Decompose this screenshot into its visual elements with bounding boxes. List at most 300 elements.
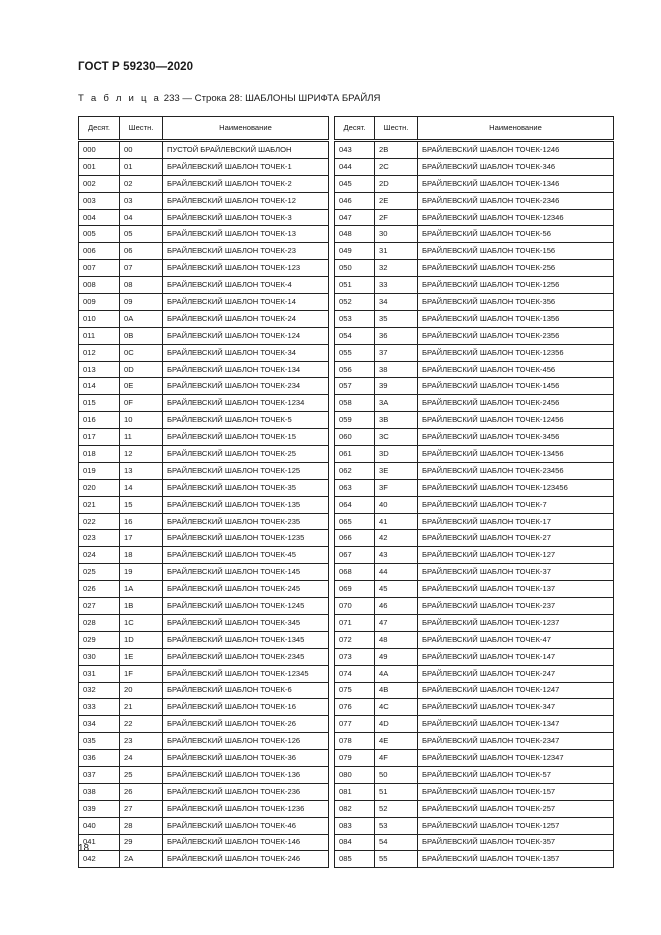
pattern-name-cell: БРАЙЛЕВСКИЙ ШАБЛОН ТОЧЕК-124 <box>163 327 329 344</box>
table-row <box>79 817 614 834</box>
pattern-name-cell: БРАЙЛЕВСКИЙ ШАБЛОН ТОЧЕК-13456 <box>418 446 614 463</box>
pattern-name-cell: БРАЙЛЕВСКИЙ ШАБЛОН ТОЧЕК-2 <box>163 175 329 192</box>
decimal-code-cell: 035 <box>79 733 120 750</box>
decimal-code-cell: 085 <box>335 851 375 868</box>
table-row <box>79 294 614 311</box>
pattern-name-cell: БРАЙЛЕВСКИЙ ШАБЛОН ТОЧЕК-36 <box>163 750 329 767</box>
hex-code-cell: 2B <box>375 141 418 159</box>
table-row <box>79 344 614 361</box>
table-row <box>79 750 614 767</box>
decimal-code-cell: 076 <box>335 699 375 716</box>
hex-code-cell: 24 <box>120 750 163 767</box>
pattern-name-cell: БРАЙЛЕВСКИЙ ШАБЛОН ТОЧЕК-47 <box>418 631 614 648</box>
table-row <box>79 395 614 412</box>
hex-code-cell: 12 <box>120 446 163 463</box>
hex-code-cell: 4E <box>375 733 418 750</box>
pattern-name-cell: БРАЙЛЕВСКИЙ ШАБЛОН ТОЧЕК-136 <box>163 766 329 783</box>
pattern-name-cell: БРАЙЛЕВСКИЙ ШАБЛОН ТОЧЕК-257 <box>418 800 614 817</box>
decimal-code-cell: 018 <box>79 446 120 463</box>
decimal-code-cell: 004 <box>79 209 120 226</box>
table-row <box>79 277 614 294</box>
decimal-code-cell: 039 <box>79 800 120 817</box>
pattern-name-cell: БРАЙЛЕВСКИЙ ШАБЛОН ТОЧЕК-1347 <box>418 716 614 733</box>
pattern-name-cell: БРАЙЛЕВСКИЙ ШАБЛОН ТОЧЕК-1235 <box>163 530 329 547</box>
pattern-name-cell: БРАЙЛЕВСКИЙ ШАБЛОН ТОЧЕК-23 <box>163 243 329 260</box>
hex-code-cell: 3D <box>375 446 418 463</box>
hex-code-cell: 10 <box>120 412 163 429</box>
table-row <box>79 260 614 277</box>
table-row <box>79 412 614 429</box>
pattern-name-cell: БРАЙЛЕВСКИЙ ШАБЛОН ТОЧЕК-2347 <box>418 733 614 750</box>
hex-code-cell: 0C <box>120 344 163 361</box>
table-row <box>79 598 614 615</box>
table-row <box>79 310 614 327</box>
hex-code-cell: 31 <box>375 243 418 260</box>
decimal-code-cell: 023 <box>79 530 120 547</box>
hex-code-cell: 30 <box>375 226 418 243</box>
hex-code-cell: 4D <box>375 716 418 733</box>
hex-code-cell: 2A <box>120 851 163 868</box>
hex-code-cell: 38 <box>375 361 418 378</box>
decimal-code-cell: 016 <box>79 412 120 429</box>
decimal-code-cell: 006 <box>79 243 120 260</box>
table-row <box>79 141 614 159</box>
decimal-code-cell: 050 <box>335 260 375 277</box>
hex-code-cell: 40 <box>375 496 418 513</box>
pattern-name-cell: БРАЙЛЕВСКИЙ ШАБЛОН ТОЧЕК-1236 <box>163 800 329 817</box>
hex-code-cell: 28 <box>120 817 163 834</box>
pattern-name-cell: БРАЙЛЕВСКИЙ ШАБЛОН ТОЧЕК-14 <box>163 294 329 311</box>
pattern-name-cell: БРАЙЛЕВСКИЙ ШАБЛОН ТОЧЕК-146 <box>163 834 329 851</box>
pattern-name-cell: БРАЙЛЕВСКИЙ ШАБЛОН ТОЧЕК-134 <box>163 361 329 378</box>
hex-code-cell: 21 <box>120 699 163 716</box>
pattern-name-cell: БРАЙЛЕВСКИЙ ШАБЛОН ТОЧЕК-1257 <box>418 817 614 834</box>
pattern-name-cell: БРАЙЛЕВСКИЙ ШАБЛОН ТОЧЕК-1245 <box>163 598 329 615</box>
pattern-name-cell: ПУСТОЙ БРАЙЛЕВСКИЙ ШАБЛОН <box>163 141 329 159</box>
table-row <box>79 429 614 446</box>
table-row <box>79 496 614 513</box>
table-row <box>79 479 614 496</box>
decimal-code-cell: 021 <box>79 496 120 513</box>
hex-code-cell: 03 <box>120 192 163 209</box>
pattern-name-cell: БРАЙЛЕВСКИЙ ШАБЛОН ТОЧЕК-157 <box>418 783 614 800</box>
decimal-code-cell: 066 <box>335 530 375 547</box>
pattern-name-cell: БРАЙЛЕВСКИЙ ШАБЛОН ТОЧЕК-147 <box>418 648 614 665</box>
hex-code-cell: 05 <box>120 226 163 243</box>
decimal-code-cell: 038 <box>79 783 120 800</box>
pattern-name-cell: БРАЙЛЕВСКИЙ ШАБЛОН ТОЧЕК-12456 <box>418 412 614 429</box>
decimal-code-cell: 079 <box>335 750 375 767</box>
pattern-name-cell: БРАЙЛЕВСКИЙ ШАБЛОН ТОЧЕК-1237 <box>418 614 614 631</box>
decimal-code-cell: 059 <box>335 412 375 429</box>
hex-code-cell: 3A <box>375 395 418 412</box>
pattern-name-cell: БРАЙЛЕВСКИЙ ШАБЛОН ТОЧЕК-237 <box>418 598 614 615</box>
hex-code-cell: 1E <box>120 648 163 665</box>
decimal-code-cell: 003 <box>79 192 120 209</box>
decimal-code-cell: 052 <box>335 294 375 311</box>
decimal-code-cell: 019 <box>79 462 120 479</box>
pattern-name-cell: БРАЙЛЕВСКИЙ ШАБЛОН ТОЧЕК-1345 <box>163 631 329 648</box>
pattern-name-cell: БРАЙЛЕВСКИЙ ШАБЛОН ТОЧЕК-245 <box>163 581 329 598</box>
column-header-hex-right: Шестн. <box>375 117 418 141</box>
hex-code-cell: 2C <box>375 158 418 175</box>
hex-code-cell: 52 <box>375 800 418 817</box>
table-row <box>79 766 614 783</box>
decimal-code-cell: 070 <box>335 598 375 615</box>
hex-code-cell: 00 <box>120 141 163 159</box>
table-row <box>79 834 614 851</box>
decimal-code-cell: 078 <box>335 733 375 750</box>
decimal-code-cell: 055 <box>335 344 375 361</box>
hex-code-cell: 16 <box>120 513 163 530</box>
pattern-name-cell: БРАЙЛЕВСКИЙ ШАБЛОН ТОЧЕК-1256 <box>418 277 614 294</box>
hex-code-cell: 17 <box>120 530 163 547</box>
pattern-name-cell: БРАЙЛЕВСКИЙ ШАБЛОН ТОЧЕК-34 <box>163 344 329 361</box>
hex-code-cell: 01 <box>120 158 163 175</box>
hex-code-cell: 0D <box>120 361 163 378</box>
table-row <box>79 733 614 750</box>
table-row <box>79 631 614 648</box>
hex-code-cell: 55 <box>375 851 418 868</box>
pattern-name-cell: БРАЙЛЕВСКИЙ ШАБЛОН ТОЧЕК-346 <box>418 158 614 175</box>
hex-code-cell: 14 <box>120 479 163 496</box>
decimal-code-cell: 036 <box>79 750 120 767</box>
hex-code-cell: 20 <box>120 682 163 699</box>
hex-code-cell: 3C <box>375 429 418 446</box>
hex-code-cell: 15 <box>120 496 163 513</box>
table-row <box>79 209 614 226</box>
decimal-code-cell: 061 <box>335 446 375 463</box>
decimal-code-cell: 030 <box>79 648 120 665</box>
hex-code-cell: 06 <box>120 243 163 260</box>
hex-code-cell: 43 <box>375 547 418 564</box>
decimal-code-cell: 060 <box>335 429 375 446</box>
pattern-name-cell: БРАЙЛЕВСКИЙ ШАБЛОН ТОЧЕК-2346 <box>418 192 614 209</box>
pattern-name-cell: БРАЙЛЕВСКИЙ ШАБЛОН ТОЧЕК-1 <box>163 158 329 175</box>
table-row <box>79 243 614 260</box>
pattern-name-cell: БРАЙЛЕВСКИЙ ШАБЛОН ТОЧЕК-17 <box>418 513 614 530</box>
pattern-name-cell: БРАЙЛЕВСКИЙ ШАБЛОН ТОЧЕК-1234 <box>163 395 329 412</box>
decimal-code-cell: 075 <box>335 682 375 699</box>
pattern-name-cell: БРАЙЛЕВСКИЙ ШАБЛОН ТОЧЕК-126 <box>163 733 329 750</box>
decimal-code-cell: 058 <box>335 395 375 412</box>
table-header-row <box>79 117 614 141</box>
pattern-name-cell: БРАЙЛЕВСКИЙ ШАБЛОН ТОЧЕК-1246 <box>418 141 614 159</box>
hex-code-cell: 49 <box>375 648 418 665</box>
pattern-name-cell: БРАЙЛЕВСКИЙ ШАБЛОН ТОЧЕК-16 <box>163 699 329 716</box>
hex-code-cell: 27 <box>120 800 163 817</box>
table-row <box>79 513 614 530</box>
decimal-code-cell: 051 <box>335 277 375 294</box>
decimal-code-cell: 046 <box>335 192 375 209</box>
decimal-code-cell: 001 <box>79 158 120 175</box>
decimal-code-cell: 045 <box>335 175 375 192</box>
table-row <box>79 361 614 378</box>
decimal-code-cell: 012 <box>79 344 120 361</box>
decimal-code-cell: 013 <box>79 361 120 378</box>
decimal-code-cell: 062 <box>335 462 375 479</box>
hex-code-cell: 2D <box>375 175 418 192</box>
decimal-code-cell: 067 <box>335 547 375 564</box>
pattern-name-cell: БРАЙЛЕВСКИЙ ШАБЛОН ТОЧЕК-27 <box>418 530 614 547</box>
decimal-code-cell: 041 <box>79 834 120 851</box>
hex-code-cell: 23 <box>120 733 163 750</box>
hex-code-cell: 37 <box>375 344 418 361</box>
decimal-code-cell: 068 <box>335 564 375 581</box>
decimal-code-cell: 064 <box>335 496 375 513</box>
pattern-name-cell: БРАЙЛЕВСКИЙ ШАБЛОН ТОЧЕК-12347 <box>418 750 614 767</box>
pattern-name-cell: БРАЙЛЕВСКИЙ ШАБЛОН ТОЧЕК-3456 <box>418 429 614 446</box>
table-row <box>79 158 614 175</box>
decimal-code-cell: 008 <box>79 277 120 294</box>
decimal-code-cell: 056 <box>335 361 375 378</box>
column-header-dec-right: Десят. <box>335 117 375 141</box>
decimal-code-cell: 028 <box>79 614 120 631</box>
decimal-code-cell: 065 <box>335 513 375 530</box>
table-row <box>79 783 614 800</box>
decimal-code-cell: 026 <box>79 581 120 598</box>
pattern-name-cell: БРАЙЛЕВСКИЙ ШАБЛОН ТОЧЕК-12356 <box>418 344 614 361</box>
decimal-code-cell: 010 <box>79 310 120 327</box>
standard-designation: ГОСТ Р 59230—2020 <box>78 61 194 73</box>
pattern-name-cell: БРАЙЛЕВСКИЙ ШАБЛОН ТОЧЕК-2356 <box>418 327 614 344</box>
hex-code-cell: 0E <box>120 378 163 395</box>
pattern-name-cell: БРАЙЛЕВСКИЙ ШАБЛОН ТОЧЕК-35 <box>163 479 329 496</box>
table-row <box>79 226 614 243</box>
hex-code-cell: 4F <box>375 750 418 767</box>
table-row <box>79 175 614 192</box>
pattern-name-cell: БРАЙЛЕВСКИЙ ШАБЛОН ТОЧЕК-23456 <box>418 462 614 479</box>
hex-code-cell: 3F <box>375 479 418 496</box>
decimal-code-cell: 032 <box>79 682 120 699</box>
decimal-code-cell: 000 <box>79 141 120 159</box>
decimal-code-cell: 080 <box>335 766 375 783</box>
pattern-name-cell: БРАЙЛЕВСКИЙ ШАБЛОН ТОЧЕК-145 <box>163 564 329 581</box>
hex-code-cell: 1C <box>120 614 163 631</box>
decimal-code-cell: 025 <box>79 564 120 581</box>
hex-code-cell: 2F <box>375 209 418 226</box>
pattern-name-cell: БРАЙЛЕВСКИЙ ШАБЛОН ТОЧЕК-1357 <box>418 851 614 868</box>
hex-code-cell: 18 <box>120 547 163 564</box>
pattern-name-cell: БРАЙЛЕВСКИЙ ШАБЛОН ТОЧЕК-46 <box>163 817 329 834</box>
column-header-dec-left: Десят. <box>79 117 120 141</box>
pattern-name-cell: БРАЙЛЕВСКИЙ ШАБЛОН ТОЧЕК-2456 <box>418 395 614 412</box>
table-row <box>79 665 614 682</box>
pattern-name-cell: БРАЙЛЕВСКИЙ ШАБЛОН ТОЧЕК-347 <box>418 699 614 716</box>
pattern-name-cell: БРАЙЛЕВСКИЙ ШАБЛОН ТОЧЕК-246 <box>163 851 329 868</box>
decimal-code-cell: 071 <box>335 614 375 631</box>
decimal-code-cell: 053 <box>335 310 375 327</box>
hex-code-cell: 19 <box>120 564 163 581</box>
hex-code-cell: 53 <box>375 817 418 834</box>
table-row <box>79 547 614 564</box>
pattern-name-cell: БРАЙЛЕВСКИЙ ШАБЛОН ТОЧЕК-256 <box>418 260 614 277</box>
pattern-name-cell: БРАЙЛЕВСКИЙ ШАБЛОН ТОЧЕК-356 <box>418 294 614 311</box>
pattern-name-cell: БРАЙЛЕВСКИЙ ШАБЛОН ТОЧЕК-234 <box>163 378 329 395</box>
decimal-code-cell: 082 <box>335 800 375 817</box>
decimal-code-cell: 011 <box>79 327 120 344</box>
pattern-name-cell: БРАЙЛЕВСКИЙ ШАБЛОН ТОЧЕК-2345 <box>163 648 329 665</box>
decimal-code-cell: 034 <box>79 716 120 733</box>
hex-code-cell: 35 <box>375 310 418 327</box>
hex-code-cell: 08 <box>120 277 163 294</box>
decimal-code-cell: 083 <box>335 817 375 834</box>
decimal-code-cell: 063 <box>335 479 375 496</box>
hex-code-cell: 54 <box>375 834 418 851</box>
hex-code-cell: 02 <box>120 175 163 192</box>
hex-code-cell: 1D <box>120 631 163 648</box>
hex-code-cell: 25 <box>120 766 163 783</box>
pattern-name-cell: БРАЙЛЕВСКИЙ ШАБЛОН ТОЧЕК-127 <box>418 547 614 564</box>
hex-code-cell: 4A <box>375 665 418 682</box>
decimal-code-cell: 040 <box>79 817 120 834</box>
hex-code-cell: 51 <box>375 783 418 800</box>
column-header-name-right: Наименование <box>418 117 614 141</box>
column-header-name-left: Наименование <box>163 117 329 141</box>
decimal-code-cell: 054 <box>335 327 375 344</box>
table-row <box>79 192 614 209</box>
pattern-name-cell: БРАЙЛЕВСКИЙ ШАБЛОН ТОЧЕК-15 <box>163 429 329 446</box>
pattern-name-cell: БРАЙЛЕВСКИЙ ШАБЛОН ТОЧЕК-1356 <box>418 310 614 327</box>
pattern-name-cell: БРАЙЛЕВСКИЙ ШАБЛОН ТОЧЕК-12345 <box>163 665 329 682</box>
decimal-code-cell: 037 <box>79 766 120 783</box>
braille-patterns-table <box>78 116 614 868</box>
pattern-name-cell: БРАЙЛЕВСКИЙ ШАБЛОН ТОЧЕК-3 <box>163 209 329 226</box>
decimal-code-cell: 074 <box>335 665 375 682</box>
hex-code-cell: 04 <box>120 209 163 226</box>
table-row <box>79 699 614 716</box>
table-row <box>79 682 614 699</box>
pattern-name-cell: БРАЙЛЕВСКИЙ ШАБЛОН ТОЧЕК-56 <box>418 226 614 243</box>
hex-code-cell: 1A <box>120 581 163 598</box>
hex-code-cell: 0A <box>120 310 163 327</box>
decimal-code-cell: 031 <box>79 665 120 682</box>
hex-code-cell: 47 <box>375 614 418 631</box>
pattern-name-cell: БРАЙЛЕВСКИЙ ШАБЛОН ТОЧЕК-25 <box>163 446 329 463</box>
column-header-hex-left: Шестн. <box>120 117 163 141</box>
hex-code-cell: 34 <box>375 294 418 311</box>
table-row <box>79 446 614 463</box>
hex-code-cell: 4C <box>375 699 418 716</box>
pattern-name-cell: БРАЙЛЕВСКИЙ ШАБЛОН ТОЧЕК-345 <box>163 614 329 631</box>
decimal-code-cell: 020 <box>79 479 120 496</box>
pattern-name-cell: БРАЙЛЕВСКИЙ ШАБЛОН ТОЧЕК-4 <box>163 277 329 294</box>
decimal-code-cell: 029 <box>79 631 120 648</box>
hex-code-cell: 1F <box>120 665 163 682</box>
pattern-name-cell: БРАЙЛЕВСКИЙ ШАБЛОН ТОЧЕК-26 <box>163 716 329 733</box>
decimal-code-cell: 022 <box>79 513 120 530</box>
table-caption <box>78 93 380 104</box>
pattern-name-cell: БРАЙЛЕВСКИЙ ШАБЛОН ТОЧЕК-456 <box>418 361 614 378</box>
pattern-name-cell: БРАЙЛЕВСКИЙ ШАБЛОН ТОЧЕК-13 <box>163 226 329 243</box>
table-row <box>79 530 614 547</box>
pattern-name-cell: БРАЙЛЕВСКИЙ ШАБЛОН ТОЧЕК-45 <box>163 547 329 564</box>
decimal-code-cell: 033 <box>79 699 120 716</box>
pattern-name-cell: БРАЙЛЕВСКИЙ ШАБЛОН ТОЧЕК-235 <box>163 513 329 530</box>
table-body <box>79 141 614 868</box>
decimal-code-cell: 007 <box>79 260 120 277</box>
pattern-name-cell: БРАЙЛЕВСКИЙ ШАБЛОН ТОЧЕК-156 <box>418 243 614 260</box>
hex-code-cell: 07 <box>120 260 163 277</box>
table-row <box>79 564 614 581</box>
pattern-name-cell: БРАЙЛЕВСКИЙ ШАБЛОН ТОЧЕК-123 <box>163 260 329 277</box>
hex-code-cell: 0B <box>120 327 163 344</box>
hex-code-cell: 4B <box>375 682 418 699</box>
decimal-code-cell: 044 <box>335 158 375 175</box>
pattern-name-cell: БРАЙЛЕВСКИЙ ШАБЛОН ТОЧЕК-125 <box>163 462 329 479</box>
hex-code-cell: 22 <box>120 716 163 733</box>
decimal-code-cell: 024 <box>79 547 120 564</box>
hex-code-cell: 0F <box>120 395 163 412</box>
hex-code-cell: 48 <box>375 631 418 648</box>
hex-code-cell: 09 <box>120 294 163 311</box>
decimal-code-cell: 081 <box>335 783 375 800</box>
hex-code-cell: 41 <box>375 513 418 530</box>
pattern-name-cell: БРАЙЛЕВСКИЙ ШАБЛОН ТОЧЕК-7 <box>418 496 614 513</box>
hex-code-cell: 3B <box>375 412 418 429</box>
table-row <box>79 462 614 479</box>
decimal-code-cell: 015 <box>79 395 120 412</box>
decimal-code-cell: 042 <box>79 851 120 868</box>
decimal-code-cell: 047 <box>335 209 375 226</box>
hex-code-cell: 50 <box>375 766 418 783</box>
table-row <box>79 851 614 868</box>
pattern-name-cell: БРАЙЛЕВСКИЙ ШАБЛОН ТОЧЕК-37 <box>418 564 614 581</box>
hex-code-cell: 3E <box>375 462 418 479</box>
decimal-code-cell: 069 <box>335 581 375 598</box>
table-row <box>79 648 614 665</box>
decimal-code-cell: 009 <box>79 294 120 311</box>
pattern-name-cell: БРАЙЛЕВСКИЙ ШАБЛОН ТОЧЕК-135 <box>163 496 329 513</box>
table-row <box>79 800 614 817</box>
hex-code-cell: 44 <box>375 564 418 581</box>
hex-code-cell: 32 <box>375 260 418 277</box>
hex-code-cell: 45 <box>375 581 418 598</box>
decimal-code-cell: 072 <box>335 631 375 648</box>
table-row <box>79 614 614 631</box>
hex-code-cell: 46 <box>375 598 418 615</box>
pattern-name-cell: БРАЙЛЕВСКИЙ ШАБЛОН ТОЧЕК-247 <box>418 665 614 682</box>
decimal-code-cell: 048 <box>335 226 375 243</box>
hex-code-cell: 1B <box>120 598 163 615</box>
table-caption-label: Т а б л и ц а <box>78 93 162 104</box>
decimal-code-cell: 084 <box>335 834 375 851</box>
decimal-code-cell: 005 <box>79 226 120 243</box>
pattern-name-cell: БРАЙЛЕВСКИЙ ШАБЛОН ТОЧЕК-357 <box>418 834 614 851</box>
hex-code-cell: 13 <box>120 462 163 479</box>
pattern-name-cell: БРАЙЛЕВСКИЙ ШАБЛОН ТОЧЕК-1247 <box>418 682 614 699</box>
pattern-name-cell: БРАЙЛЕВСКИЙ ШАБЛОН ТОЧЕК-5 <box>163 412 329 429</box>
pattern-name-cell: БРАЙЛЕВСКИЙ ШАБЛОН ТОЧЕК-123456 <box>418 479 614 496</box>
table-caption-text: 233 — Строка 28: ШАБЛОНЫ ШРИФТА БРАЙЛЯ <box>163 93 381 104</box>
decimal-code-cell: 049 <box>335 243 375 260</box>
pattern-name-cell: БРАЙЛЕВСКИЙ ШАБЛОН ТОЧЕК-1346 <box>418 175 614 192</box>
decimal-code-cell: 073 <box>335 648 375 665</box>
hex-code-cell: 26 <box>120 783 163 800</box>
hex-code-cell: 36 <box>375 327 418 344</box>
hex-code-cell: 2E <box>375 192 418 209</box>
decimal-code-cell: 017 <box>79 429 120 446</box>
table-row <box>79 378 614 395</box>
hex-code-cell: 39 <box>375 378 418 395</box>
pattern-name-cell: БРАЙЛЕВСКИЙ ШАБЛОН ТОЧЕК-24 <box>163 310 329 327</box>
decimal-code-cell: 077 <box>335 716 375 733</box>
table-row <box>79 716 614 733</box>
pattern-name-cell: БРАЙЛЕВСКИЙ ШАБЛОН ТОЧЕК-12 <box>163 192 329 209</box>
hex-code-cell: 33 <box>375 277 418 294</box>
pattern-name-cell: БРАЙЛЕВСКИЙ ШАБЛОН ТОЧЕК-12346 <box>418 209 614 226</box>
decimal-code-cell: 027 <box>79 598 120 615</box>
